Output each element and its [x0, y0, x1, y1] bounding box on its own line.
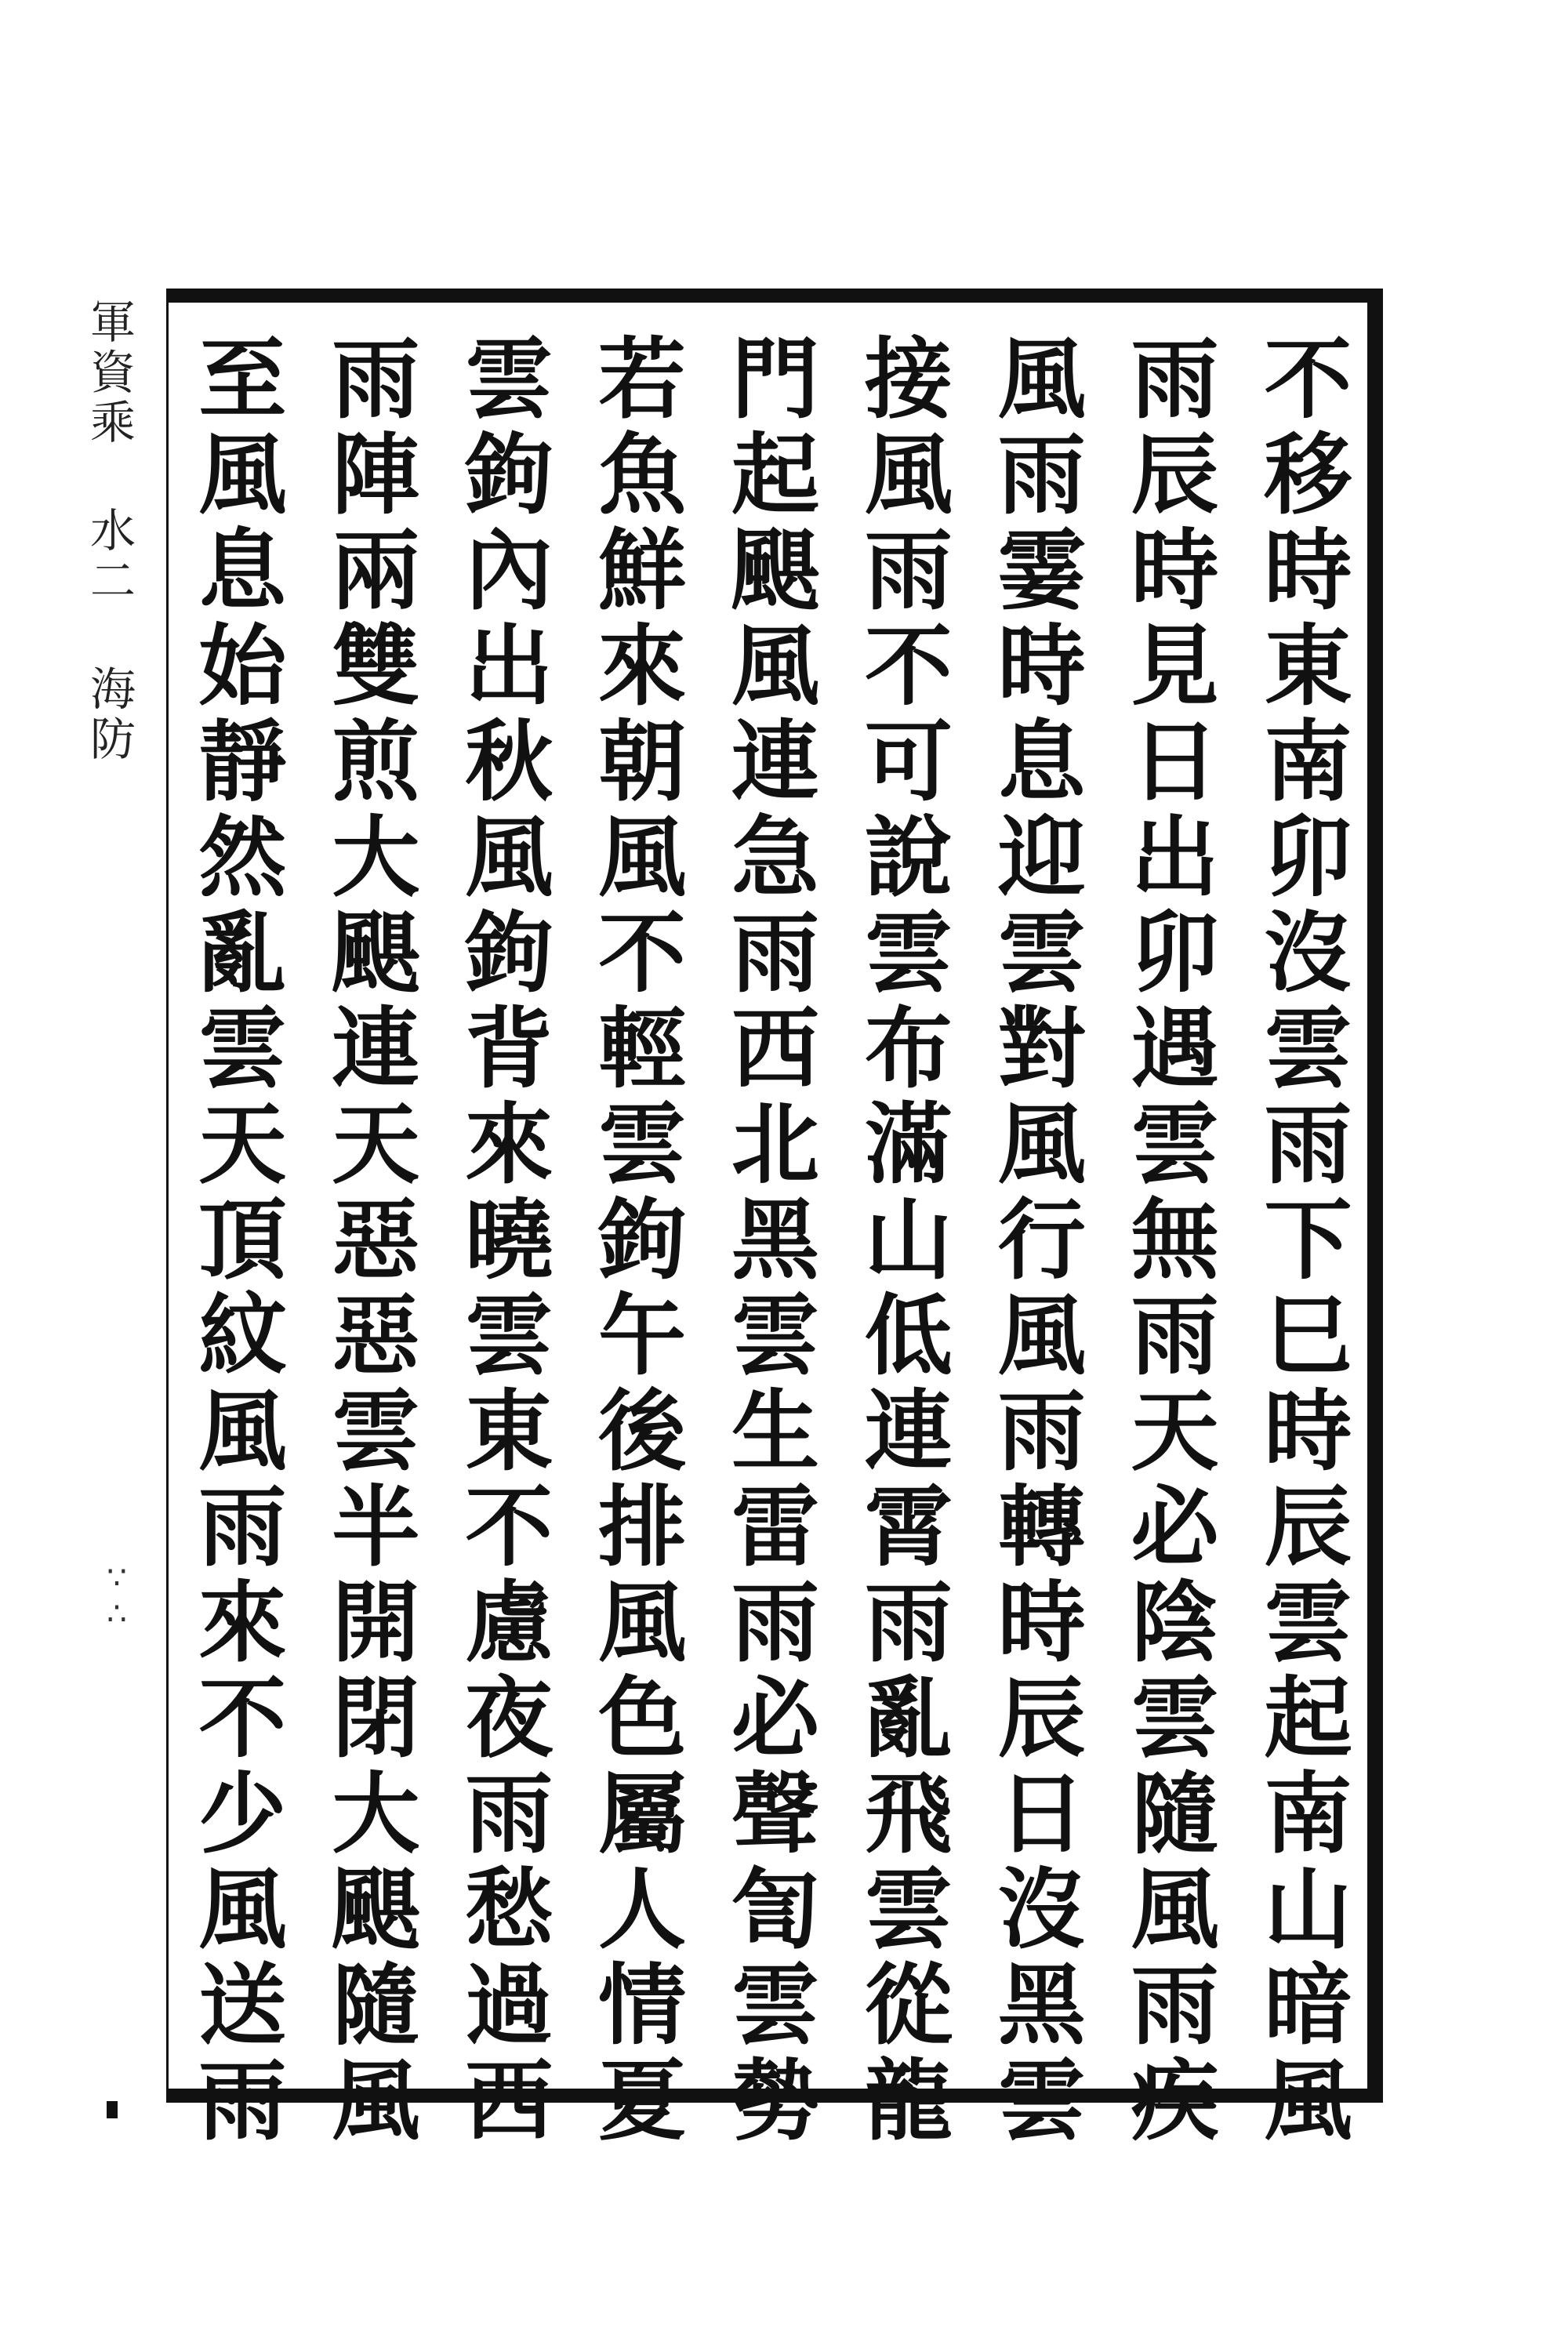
column-text: 至風息始靜然亂雲天頂紋風雨來不少風送雨: [183, 332, 287, 2150]
column-text: 雨辰時見日出卯遇雲無雨天必陰雲隨風雨疾: [1116, 332, 1220, 2150]
text-column: [435, 303, 568, 2150]
text-column: [568, 303, 702, 2150]
column-text: 風雨霎時息迎雲對風行風雨轉時辰日沒黑雲: [983, 332, 1087, 2150]
text-frame: [166, 289, 1383, 2150]
column-text: 接風雨不可說雲布滿山低連霄雨亂飛雲從龍: [850, 332, 953, 2150]
margin-label: 軍資乘 水二 海防: [82, 298, 136, 765]
column-text: 雨陣兩雙煎大颶連天惡惡雲半開閉大颶隨風: [317, 332, 420, 2150]
text-column: [169, 303, 302, 2150]
margin-dots: ∵∴: [99, 1560, 135, 1632]
text-column: [302, 303, 435, 2150]
column-text: 門起颶風連急雨西北黑雲生雷雨必聲訇雲勢: [717, 332, 820, 2150]
text-column: [967, 303, 1101, 2150]
text-column: [1101, 303, 1234, 2150]
text-column: [834, 303, 967, 2150]
column-text: 若魚鮮來朝風不輕雲鉤午後排風色屬人情夏: [583, 332, 687, 2150]
text-columns: [169, 303, 1367, 2150]
edge-mark: [107, 2101, 118, 2118]
column-text: 雲鉤內出秋風鉤背來曉雲東不慮夜雨愁過西: [450, 332, 554, 2150]
text-column: [1234, 303, 1367, 2150]
column-text: 不移時東南卯沒雲雨下巳時辰雲起南山暗風: [1250, 332, 1353, 2150]
text-column: [702, 303, 835, 2150]
